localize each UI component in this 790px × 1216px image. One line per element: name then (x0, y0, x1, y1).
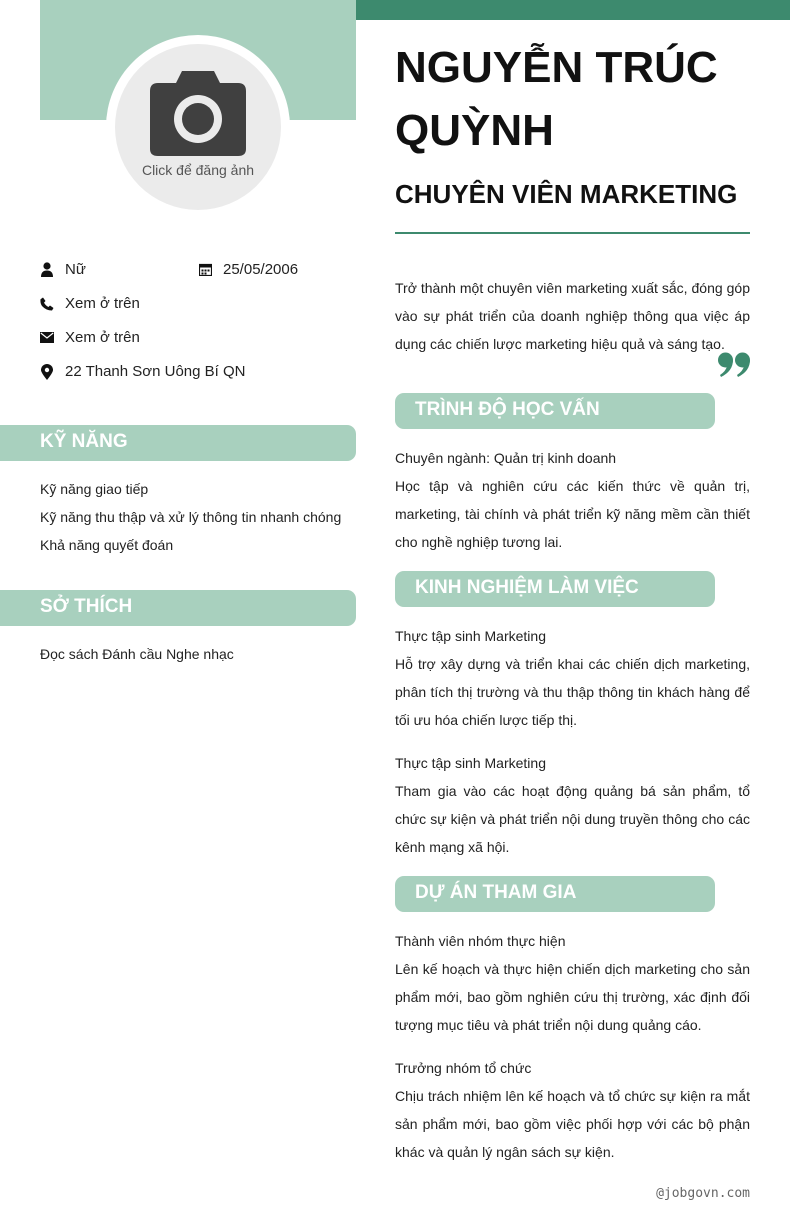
skills-title: KỸ NĂNG (40, 431, 128, 452)
project-description: Chịu trách nhiệm lên kế hoạch và tổ chức sự kiện ra mắt sản phẩm mới, bao gồm việc phối hợp với các bộ phận khác và quản lý ngân sách sự kiện. (395, 1088, 750, 1160)
project-description: Lên kế hoạch và thực hiện chiến dịch marketing cho sản phẩm mới, bao gồm nghiên cứu thị trường, xác định đối tượng mục tiêu và phát triển nội dung quảng cáo. (395, 961, 750, 1033)
education-title: TRÌNH ĐỘ HỌC VẤN (415, 399, 600, 420)
hobbies-text: Đọc sách Đánh cầu Nghe nhạc (40, 646, 234, 662)
education-major: Chuyên ngành: Quản trị kinh doanh (395, 450, 617, 466)
candidate-name: NGUYỄN TRÚC QUỲNH (395, 43, 718, 155)
email-icon (40, 330, 54, 346)
watermark: @jobgovn.com (656, 1186, 750, 1201)
phone-value: Xem ở trên (65, 295, 140, 312)
experience-description: Hỗ trợ xây dựng và triển khai các chiến dịch marketing, phân tích thị trường và thu thập thông tin khách hàng để tối ưu hóa chiến lược tiếp thị. (395, 656, 750, 728)
projects-heading (395, 876, 715, 912)
email-value: Xem ở trên (65, 329, 140, 346)
projects-title: DỰ ÁN THAM GIA (415, 882, 577, 903)
experience-role: Thực tập sinh Marketing (395, 628, 546, 644)
objective-text: Trở thành một chuyên viên marketing xuất sắc, đóng góp vào sự phát triển của doanh nghiệp thông qua việc áp dụng các chiến lược marketing hiệu quả và sáng tạo. (395, 280, 750, 352)
calendar-icon (198, 262, 212, 278)
photo-caption: Click để đăng ảnh (141, 162, 255, 178)
experience-title: KINH NGHIỆM LÀM VIỆC (415, 577, 639, 598)
skills-heading (0, 425, 356, 461)
address-value: 22 Thanh Sơn Uông Bí QN (65, 363, 246, 380)
skill-item: Khả năng quyết đoán (40, 537, 174, 553)
address-info (40, 363, 246, 380)
education-heading (395, 393, 715, 429)
hobbies-title: SỞ THÍCH (40, 596, 133, 617)
email-info (40, 329, 140, 346)
education-description: Học tập và nghiên cứu các kiến thức về quản trị, marketing, tài chính và phát triển kỹ năng mềm cần thiết cho nghề nghiệp tương lai. (395, 478, 750, 550)
gender-value: Nữ (65, 261, 86, 278)
phone-info (40, 295, 140, 312)
birthday-info (198, 261, 298, 278)
gender-info (40, 261, 86, 278)
job-title: CHUYÊN VIÊN MARKETING (395, 179, 738, 209)
camera-icon (148, 69, 248, 157)
hobbies-heading (0, 590, 356, 626)
quote-icon (718, 352, 751, 378)
project-role: Trưởng nhóm tổ chức (395, 1060, 532, 1076)
phone-icon (40, 296, 54, 312)
birthday-value: 25/05/2006 (223, 261, 299, 278)
user-icon (40, 262, 54, 278)
project-role: Thành viên nhóm thực hiện (395, 933, 566, 949)
skill-item: Kỹ năng giao tiếp (40, 481, 149, 497)
upload-photo-button[interactable] (115, 44, 281, 210)
title-divider (395, 232, 750, 234)
experience-description: Tham gia vào các hoạt động quảng bá sản phẩm, tổ chức sự kiện và phát triển nội dung truyền thông cho các kênh mạng xã hội. (395, 783, 750, 855)
experience-role: Thực tập sinh Marketing (395, 755, 546, 771)
skill-item: Kỹ năng thu thập và xử lý thông tin nhanh chóng (40, 509, 342, 525)
experience-heading (395, 571, 715, 607)
header-accent-bar (356, 0, 790, 20)
location-pin-icon (40, 364, 54, 380)
